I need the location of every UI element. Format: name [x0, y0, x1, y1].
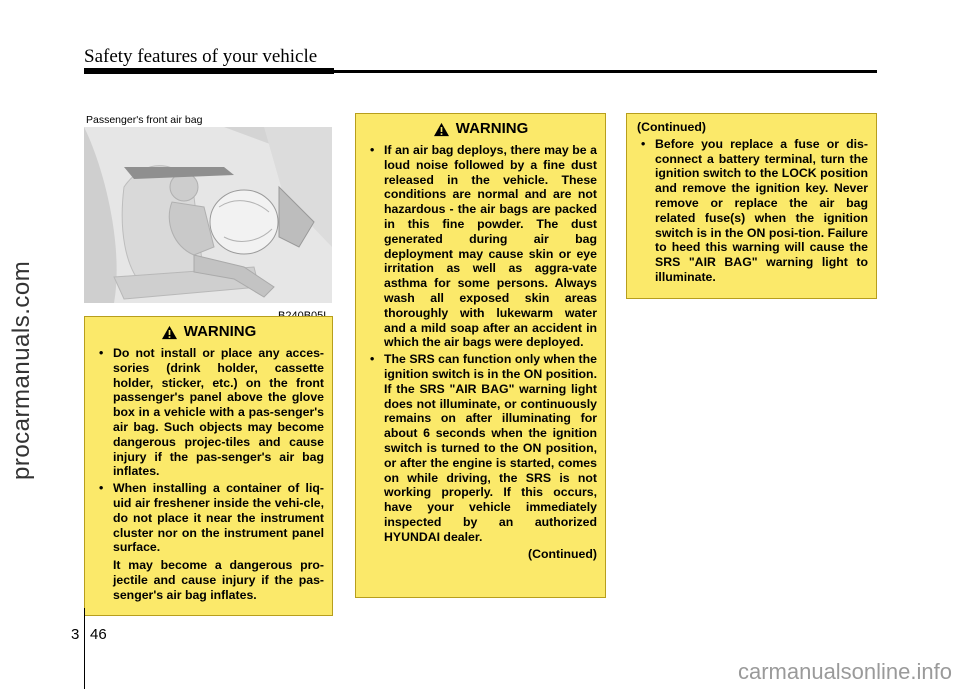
continued-label: (Continued)	[528, 546, 597, 561]
continued-header: (Continued)	[637, 120, 706, 134]
warning-item: • Before you replace a fuse or dis-connect a battery terminal, turn the ignition switch to the LOCK position and remove the ignition key. Never remove or replace the air bag related fuse(s) when the ignition switch is in the ON posi-tion. Failure to heed this warning will cause the SRS "AIR BAG" warning light to illuminate.	[639, 137, 868, 285]
warning-triangle-icon	[433, 122, 450, 137]
warning-box-fuse	[626, 113, 877, 299]
figure-caption: Passenger's front air bag	[86, 114, 203, 126]
page-divider	[84, 608, 85, 689]
airbag-illustration	[84, 127, 332, 303]
side-watermark: procarmanuals.com	[8, 260, 35, 480]
warning-title-text: WARNING	[455, 120, 529, 138]
section-number: 3	[71, 626, 80, 643]
warning-title	[356, 122, 605, 137]
warning-item: • Do not install or place any acces-sories (drink holder, cassette holder, sticker, etc.) on the front passenger's panel above the glove box in a vehicle with a pas-senger's air bag. Such objects may become dangerous projec-tiles and cause injury if the pas-senger's air bag inflates.	[97, 346, 324, 479]
airbag-illustration-svg	[84, 127, 332, 303]
warning-box-accessories	[84, 316, 333, 616]
warning-item: • When installing a container of liq-uid air freshener inside the vehi-cle, do not place it near the instrument cluster nor on the instrument panel surface.	[97, 481, 324, 555]
warning-item: • If an air bag deploys, there may be a loud noise followed by a fine dust released in the vehicle. These conditions are normal and are not hazardous - the air bags are packed in this fine powder. The dust generated during air bag deployment may cause skin or eye irritation as well as aggra-vate asthma for some persons. Always wash all exposed skin areas thoroughly with lukewarm water and a mild soap after an accident in which the air bags were deployed.	[368, 143, 597, 350]
page-number: 46	[90, 626, 107, 643]
warning-item: • The SRS can function only when the ignition switch is in the ON position. If the SRS "AIR BAG" warning light does not illuminate, or continuously remains on after illuminating for about 6 seconds when the ignition switch is turned to the ON position, or after the engine is started, comes on while driving, the SRS is not working properly. If this occurs, have your vehicle immediately inspected by an authorized HYUNDAI dealer.	[368, 352, 597, 544]
warning-box-deployment	[355, 113, 606, 598]
warning-extra: It may become a dangerous pro-jectile and cause injury if the pas-senger's air bag inflates.	[113, 558, 324, 602]
footer-watermark: carmanualsonline.info	[737, 659, 952, 684]
header-rule-accent	[84, 68, 334, 74]
page-header-title: Safety features of your vehicle	[84, 46, 318, 67]
warning-title-text: WARNING	[183, 323, 257, 341]
warning-title	[85, 325, 332, 340]
warning-triangle-icon	[161, 325, 178, 340]
